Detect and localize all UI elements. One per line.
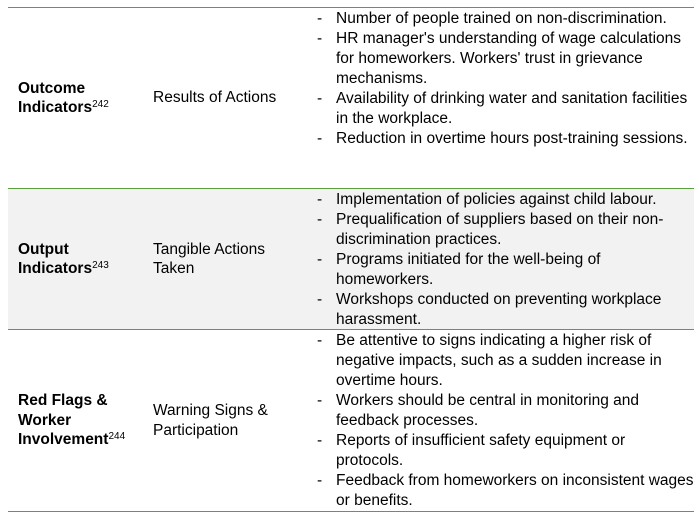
indicator-title-line: Output (18, 240, 69, 258)
bullet-marker: - (317, 130, 323, 147)
list-item-text: Implementation of policies against child labour. (336, 191, 657, 208)
list-item (316, 9, 694, 29)
list-item-text: Workshops conducted on preventing workplace harassment. (336, 291, 662, 328)
bullet-list (316, 190, 694, 330)
bullet-marker: - (317, 251, 323, 268)
indicator-title-line: Worker (18, 411, 72, 429)
footnote-ref: 244 (108, 431, 126, 443)
list-item-text: Number of people trained on non-discrimination. (336, 10, 667, 27)
type-label: Tangible Actions Taken (153, 240, 266, 277)
bullet-list (316, 9, 694, 149)
bullet-marker: - (317, 432, 323, 449)
bullet-marker: - (317, 30, 323, 47)
indicator-cell (8, 330, 143, 511)
list-item (316, 129, 694, 149)
list-item (316, 331, 694, 391)
list-item-text: Availability of drinking water and sanitation facilities in the workplace. (336, 90, 688, 127)
table-row-output (8, 189, 694, 330)
footnote-ref: 243 (92, 260, 109, 271)
list-item-text: Programs initiated for the well-being of homeworkers. (336, 251, 601, 288)
list-item-text: Feedback from homeworkers on inconsistent wages or benefits. (336, 472, 694, 509)
bullet-cell (308, 330, 694, 511)
type-cell (143, 8, 308, 188)
type-cell (143, 330, 308, 511)
bullet-marker: - (317, 291, 323, 308)
list-item (316, 250, 694, 290)
list-item (316, 471, 694, 511)
indicator-cell (8, 189, 143, 329)
indicator-title-line: Indicators (18, 99, 93, 116)
bullet-marker: - (317, 332, 323, 349)
list-item (316, 190, 694, 210)
list-item-text: Reduction in overtime hours post-training sessions. (336, 130, 688, 147)
footnote-ref: 242 (92, 99, 109, 110)
indicators-table (8, 7, 694, 512)
list-item-text: Workers should be central in monitoring and feedback processes. (336, 392, 639, 429)
type-label: Results of Actions (153, 89, 277, 107)
indicator-title-line: Indicators (18, 260, 93, 277)
bullet-marker: - (317, 472, 323, 489)
bullet-marker: - (317, 191, 323, 208)
list-item (316, 210, 694, 250)
list-item-text: Be attentive to signs indicating a higher risk of negative impacts, such as a sudden increase in overtime hours. (336, 332, 662, 389)
type-label: Warning Signs & Participation (153, 402, 268, 439)
list-item (316, 89, 694, 129)
type-cell (143, 189, 308, 329)
bullet-marker: - (317, 392, 323, 409)
bullet-cell (308, 8, 694, 188)
list-item (316, 290, 694, 330)
list-item (316, 391, 694, 431)
list-item-text: HR manager's understanding of wage calculations for homeworkers. Workers' trust in grievance mechanisms. (336, 30, 682, 87)
indicator-title-line: Red Flags & (18, 392, 108, 410)
bullet-list (316, 331, 694, 511)
indicator-cell (8, 8, 143, 188)
indicator-title-line: Outcome (18, 79, 86, 97)
table-row-red-flags (8, 330, 694, 512)
bullet-marker: - (317, 10, 323, 27)
indicator-title-line: Involvement (18, 431, 109, 449)
list-item (316, 29, 694, 89)
bullet-marker: - (317, 211, 323, 228)
list-item-text: Reports of insufficient safety equipment or protocols. (336, 432, 626, 469)
bullet-marker: - (317, 90, 323, 107)
list-item (316, 431, 694, 471)
list-item-text: Prequalification of suppliers based on their non-discrimination practices. (336, 211, 664, 248)
table-row-outcome (8, 8, 694, 189)
bullet-cell (308, 189, 694, 329)
